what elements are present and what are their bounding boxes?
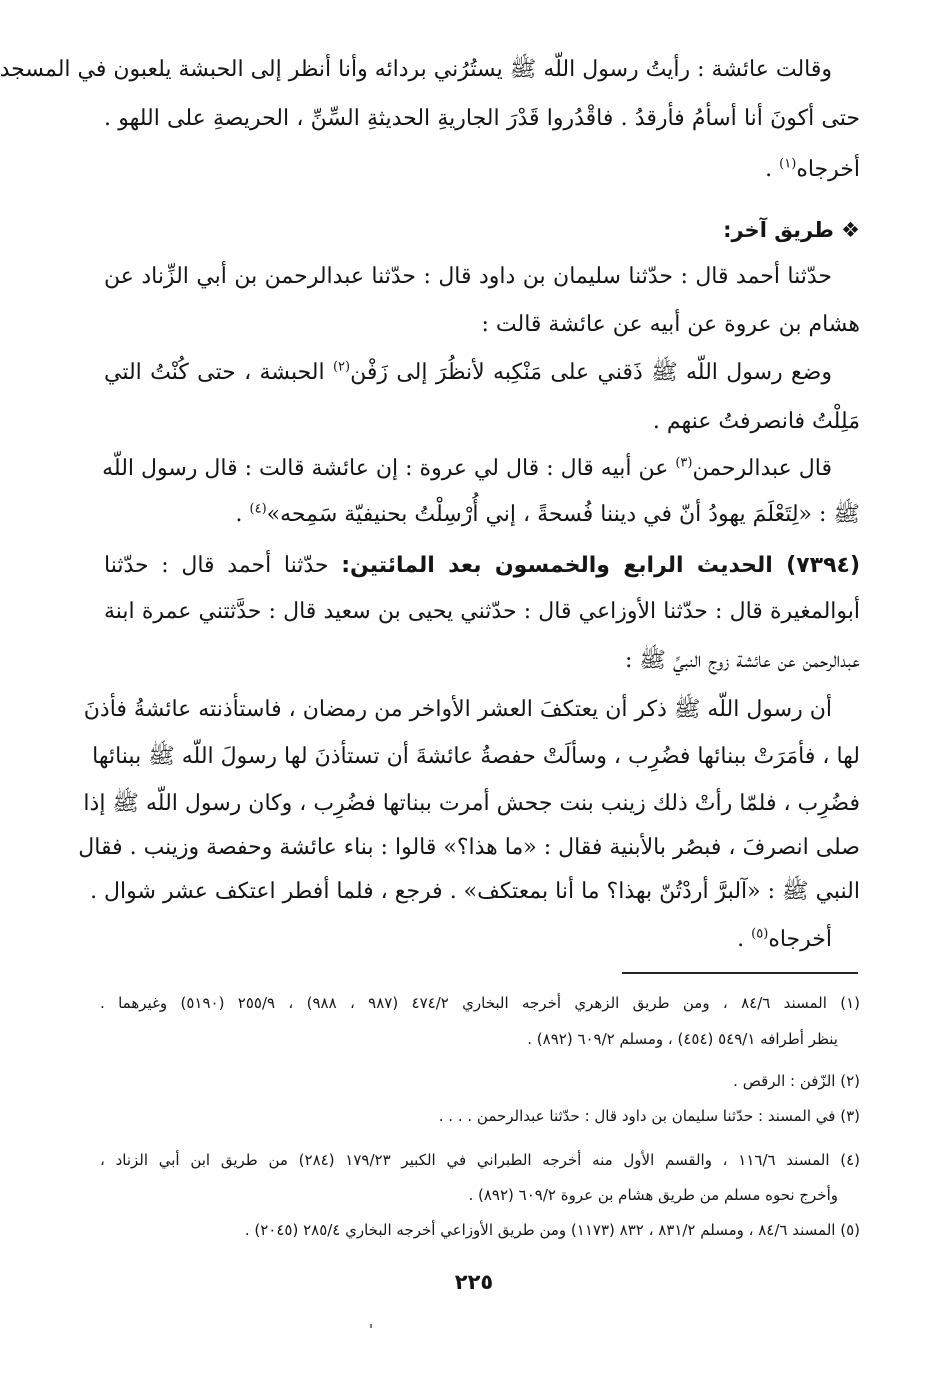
matn-line2: مَلِلْتُ فانصرفتُ عنهم . <box>652 409 860 434</box>
footnote-separator <box>622 972 858 974</box>
qal-text-a: قال عبدالرحمن <box>692 456 832 481</box>
footnote-4-line2: وأخرج نحوه مسلم من طريق هشام بن عروة ٦٠٩/٢ (٨٩٢) . <box>468 1186 838 1204</box>
qal-line2 <box>104 497 860 533</box>
matn-line1 <box>104 355 860 391</box>
footnote-5: (٥) المسند ٨٤/٦ ، ومسلم ٨٣١/٢ ، ٨٣٢ (١١٧٣) ومن طريق الأوزاعي أخرجه البخاري ٢٨٥/٤ (٢٠٤٥) . <box>244 1221 860 1239</box>
footnote-ref-3[interactable]: (٣) <box>675 455 693 471</box>
footnote-ref-4[interactable]: (٤) <box>249 501 267 517</box>
hadith-matn-line5: النبي ﷺ : «آلبرَّ أردْتُنّ بهذا؟ ما أنا بمعتكف» . فرجع ، فلما أفطر اعتكف عشر شوال . <box>90 879 860 904</box>
book-page <box>2 0 946 1382</box>
hadith-title: (٧٣٩٤) الحديث الرابع والخمسون بعد المائتين: <box>341 553 860 578</box>
footnote-ref-2[interactable]: (٢) <box>332 359 351 375</box>
takhrij-text: أخرجاه <box>796 157 860 182</box>
footnote-1-line1: (١) المسند ٨٤/٦ ، ومن طريق الزهري أخرجه البخاري ٤٧٤/٢ (٩٨٧ ، ٩٨٨) ، ٢٥٥/٩ (٥١٩٠) وغيرهما . <box>100 994 860 1012</box>
qal-line1 <box>104 451 860 487</box>
period: . <box>765 157 780 182</box>
takhrij-text: أخرجاه <box>768 927 832 952</box>
qal-text-b: عن أبيه قال : قال لي عروة : إن عائشة قالت : قال رسول اللّه <box>102 456 676 481</box>
hadith-matn-line2: لها ، فأمَرَتْ ببنائها فضُرِب ، وسألَتْ حفصةُ عائشةَ أن تستأذنَ لها رسولَ اللّه ﷺ ببنائها <box>92 744 860 769</box>
scan-speck <box>370 1324 372 1328</box>
hadith-matn-line4: صلى انصرفَ ، فبصُر بالأبنية فقال : «ما هذا؟» قالوا : بناء عائشة وحفصة وزينب . فقال <box>78 835 860 860</box>
hadith-line1 <box>104 548 860 584</box>
isnad-line2: هشام بن عروة عن أبيه عن عائشة قالت : <box>481 312 860 337</box>
para1-line1: وقالت عائشة : رأيتُ رسول اللّه ﷺ يستُرُني بردائه وأنا أنظر إلى الحبشة يلعبون في المسجد <box>0 57 832 82</box>
matn-text-b: الحبشة ، حتى كُنْتُ التي <box>104 360 333 385</box>
footnote-ref-1[interactable]: (١) <box>779 156 797 172</box>
hadith-matn-line3: فضُرِب ، فلمّا رأتْ ذلك زينب بنت جحش أمرت ببناتها فضُرِب ، وكان رسول اللّه ﷺ إذا <box>83 791 860 816</box>
period: . <box>235 502 250 527</box>
hadith-matn-line6 <box>104 922 860 958</box>
hadith-matn-line1: أن رسول اللّه ﷺ ذكر أن يعتكفَ العشر الأواخر من رمضان ، فاستأذنته عائشةُ فأذنَ <box>83 697 832 722</box>
hadith-line2: أبوالمغيرة قال : حدّثنا الأوزاعي قال : حدّثني يحيى بن سعيد قال : حدَّثتني عمرة ابنة <box>104 599 860 624</box>
para1-line3 <box>104 152 860 188</box>
qal-text-c: ﷺ : «لِتَعْلَمَ يهودُ أنّ في ديننا فُسحةً ، إني أُرْسِلْتُ بحنيفيّة سَمِحه» <box>266 502 860 527</box>
hadith-line3: عبدالرحمن عن عائشة زوج النبيِّ ﷺ : <box>624 648 860 673</box>
matn-text-a: وضع رسول اللّه ﷺ ذَقني على مَنْكِبه لأنظُرَ إلى زَفْن <box>350 360 832 385</box>
footnote-3: (٣) في المسند : حدّثنا سليمان بن داود قال : حدّثنا عبدالرحمن . . . . <box>438 1107 860 1125</box>
hadith-isnad-start: حدّثنا أحمد قال : حدّثنا <box>104 553 342 578</box>
section-heading: ❖ طريق آخر: <box>723 218 860 242</box>
period: . <box>737 927 752 952</box>
isnad-line1: حدّثنا أحمد قال : حدّثنا سليمان بن داود قال : حدّثنا عبدالرحمن بن أبي الزِّناد عن <box>104 264 832 289</box>
footnote-ref-5[interactable]: (٥) <box>751 926 769 942</box>
footnote-1-line2: ينظر أطرافه ٥٤٩/١ (٤٥٤) ، ومسلم ٦٠٩/٢ (٨٩٢) . <box>527 1030 838 1048</box>
para1-line2: حتى أكونَ أنا أسأمُ فأرقدُ . فاقْدُروا قَدْرَ الجاريةِ الحديثةِ السِّنِّ ، الحريصةِ على اللهو . <box>104 106 860 131</box>
footnote-2: (٢) الزّفن : الرقص . <box>733 1072 860 1090</box>
page-number: ٢٢٥ <box>454 1270 494 1294</box>
footnote-4-line1: (٤) المسند ١١٦/٦ ، والقسم الأول منه أخرجه الطبراني في الكبير ١٧٩/٢٣ (٢٨٤) من طريق ابن أبي الزناد ، <box>100 1151 861 1169</box>
